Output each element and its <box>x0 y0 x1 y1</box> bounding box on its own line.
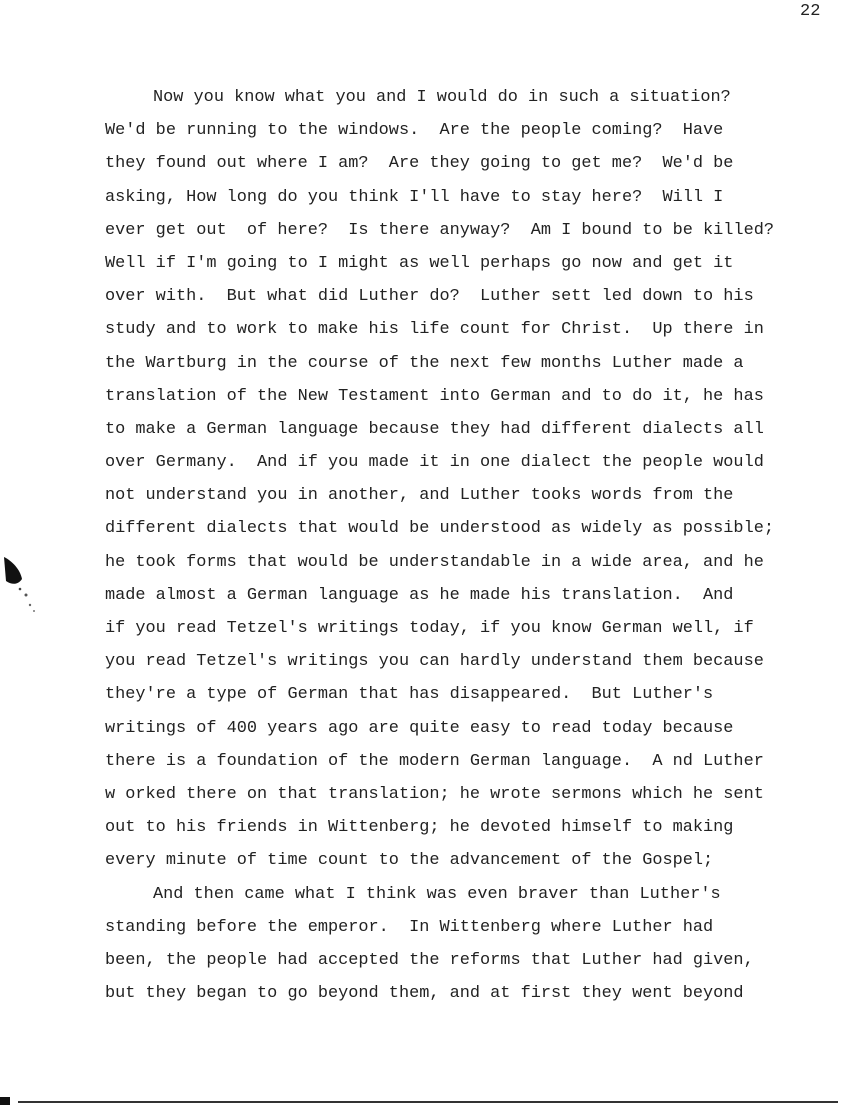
text-line: you read Tetzel's writings you can hardly understand them because <box>105 652 764 672</box>
text-line: they're a type of German that has disappeared. But Luther's <box>105 685 714 705</box>
text-line: Well if I'm going to I might as well perhaps go now and get it <box>105 253 734 273</box>
edge-mark <box>0 1097 10 1105</box>
text-line: the Wartburg in the course of the next few months Luther made a <box>105 353 744 373</box>
text-line: asking, How long do you think I'll have to stay here? Will I <box>105 187 724 207</box>
text-line: w orked there on that translation; he wrote sermons which he sent <box>105 784 764 804</box>
text-line: writings of 400 years ago are quite easy to read today because <box>105 718 734 738</box>
text-line: different dialects that would be understood as widely as possible; <box>105 519 774 539</box>
text-line: made almost a German language as he made his translation. And <box>105 585 734 605</box>
paragraph-2 <box>105 884 845 1017</box>
text-line: study and to work to make his life count for Christ. Up there in <box>105 320 764 340</box>
text-line: out to his friends in Wittenberg; he devoted himself to making <box>105 818 734 838</box>
page-number: 22 <box>800 2 821 21</box>
text-line: every minute of time count to the advancement of the Gospel; <box>105 851 714 871</box>
text-line: there is a foundation of the modern German language. A nd Luther <box>105 751 764 771</box>
text-line: standing before the emperor. In Wittenberg where Luther had <box>105 917 714 937</box>
typed-body-text <box>105 87 845 1016</box>
text-line: ever get out of here? Is there anyway? Am I bound to be killed? <box>105 220 774 240</box>
bottom-rule <box>18 1101 838 1103</box>
text-line: Now you know what you and I would do in such a situation? <box>153 88 731 107</box>
text-line: not understand you in another, and Luther tooks words from the <box>105 486 734 506</box>
text-line: he took forms that would be understandable in a wide area, and he <box>105 552 764 572</box>
text-line: if you read Tetzel's writings today, if you know German well, if <box>105 619 754 638</box>
text-line: they found out where I am? Are they going to get me? We'd be <box>105 154 734 174</box>
text-line: We'd be running to the windows. Are the people coming? Have <box>105 121 724 141</box>
text-line: been, the people had accepted the reforms that Luther had given, <box>105 950 754 970</box>
text-line: translation of the New Testament into German and to do it, he has <box>105 386 764 406</box>
paragraph-1 <box>105 87 845 884</box>
text-line: And then came what I think was even braver than Luther's <box>153 884 721 904</box>
text-line: to make a German language because they had different dialects all <box>105 419 764 439</box>
text-line: but they began to go beyond them, and at first they went beyond <box>105 984 744 1004</box>
ink-smudge <box>0 555 40 625</box>
text-line: over with. But what did Luther do? Luther sett led down to his <box>105 287 754 307</box>
text-line: over Germany. And if you made it in one dialect the people would <box>105 453 764 473</box>
